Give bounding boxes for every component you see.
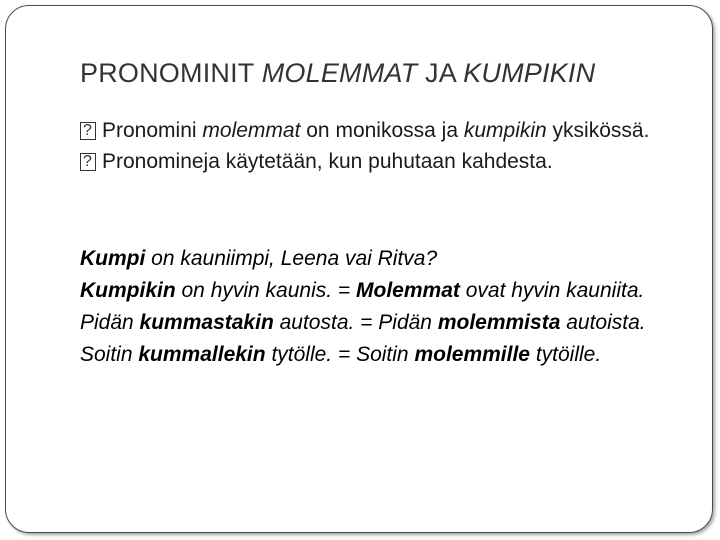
bullet-item bbox=[80, 118, 680, 143]
slide-title bbox=[80, 58, 595, 89]
example-sentence bbox=[80, 310, 690, 335]
bullet-text-segment: Pronomineja käytetään, kun puhutaan kahdesta. bbox=[102, 150, 553, 173]
bullet-text-segment: yksikössä. bbox=[546, 119, 650, 142]
example-segment: autoista. bbox=[560, 311, 646, 334]
example-segment: Kumpi bbox=[80, 247, 146, 270]
missing-glyph-bullet-icon bbox=[80, 153, 96, 171]
bullet-text-segment: Pronomini bbox=[102, 119, 203, 142]
bullet-text-segment: kumpikin bbox=[463, 119, 547, 142]
example-segment: kummallekin bbox=[138, 343, 266, 366]
example-sentences bbox=[80, 246, 690, 374]
bullet-item bbox=[80, 149, 680, 174]
bullet-text-segment: molemmat bbox=[202, 119, 301, 142]
example-sentence bbox=[80, 278, 690, 303]
bullet-list bbox=[80, 118, 680, 180]
example-segment: Kumpikin bbox=[80, 279, 176, 302]
example-segment: on kauniimpi, Leena vai Ritva? bbox=[145, 247, 438, 270]
title-part-4: KUMPIKIN bbox=[463, 58, 596, 88]
example-segment: molemmista bbox=[437, 311, 561, 334]
bullet-text-segment: on monikossa ja bbox=[300, 119, 464, 142]
example-sentence bbox=[80, 342, 690, 367]
example-segment: tytöille. bbox=[529, 343, 602, 366]
example-segment: on hyvin kaunis. = bbox=[175, 279, 357, 302]
title-part-1: PRONOMINIT bbox=[80, 58, 262, 88]
missing-glyph-bullet-icon bbox=[80, 122, 96, 140]
example-segment: kummastakin bbox=[139, 311, 274, 334]
example-sentence bbox=[80, 246, 690, 271]
example-segment: Molemmat bbox=[356, 279, 460, 302]
title-part-2: MOLEMMAT bbox=[261, 58, 418, 88]
example-segment: autosta. = Pidän bbox=[273, 311, 438, 334]
title-part-3: JA bbox=[417, 58, 464, 88]
example-segment: molemmille bbox=[414, 343, 530, 366]
example-segment: tytölle. = Soitin bbox=[265, 343, 415, 366]
example-segment: ovat hyvin kauniita. bbox=[459, 279, 645, 302]
example-segment: Soitin bbox=[80, 343, 139, 366]
example-segment: Pidän bbox=[80, 311, 140, 334]
